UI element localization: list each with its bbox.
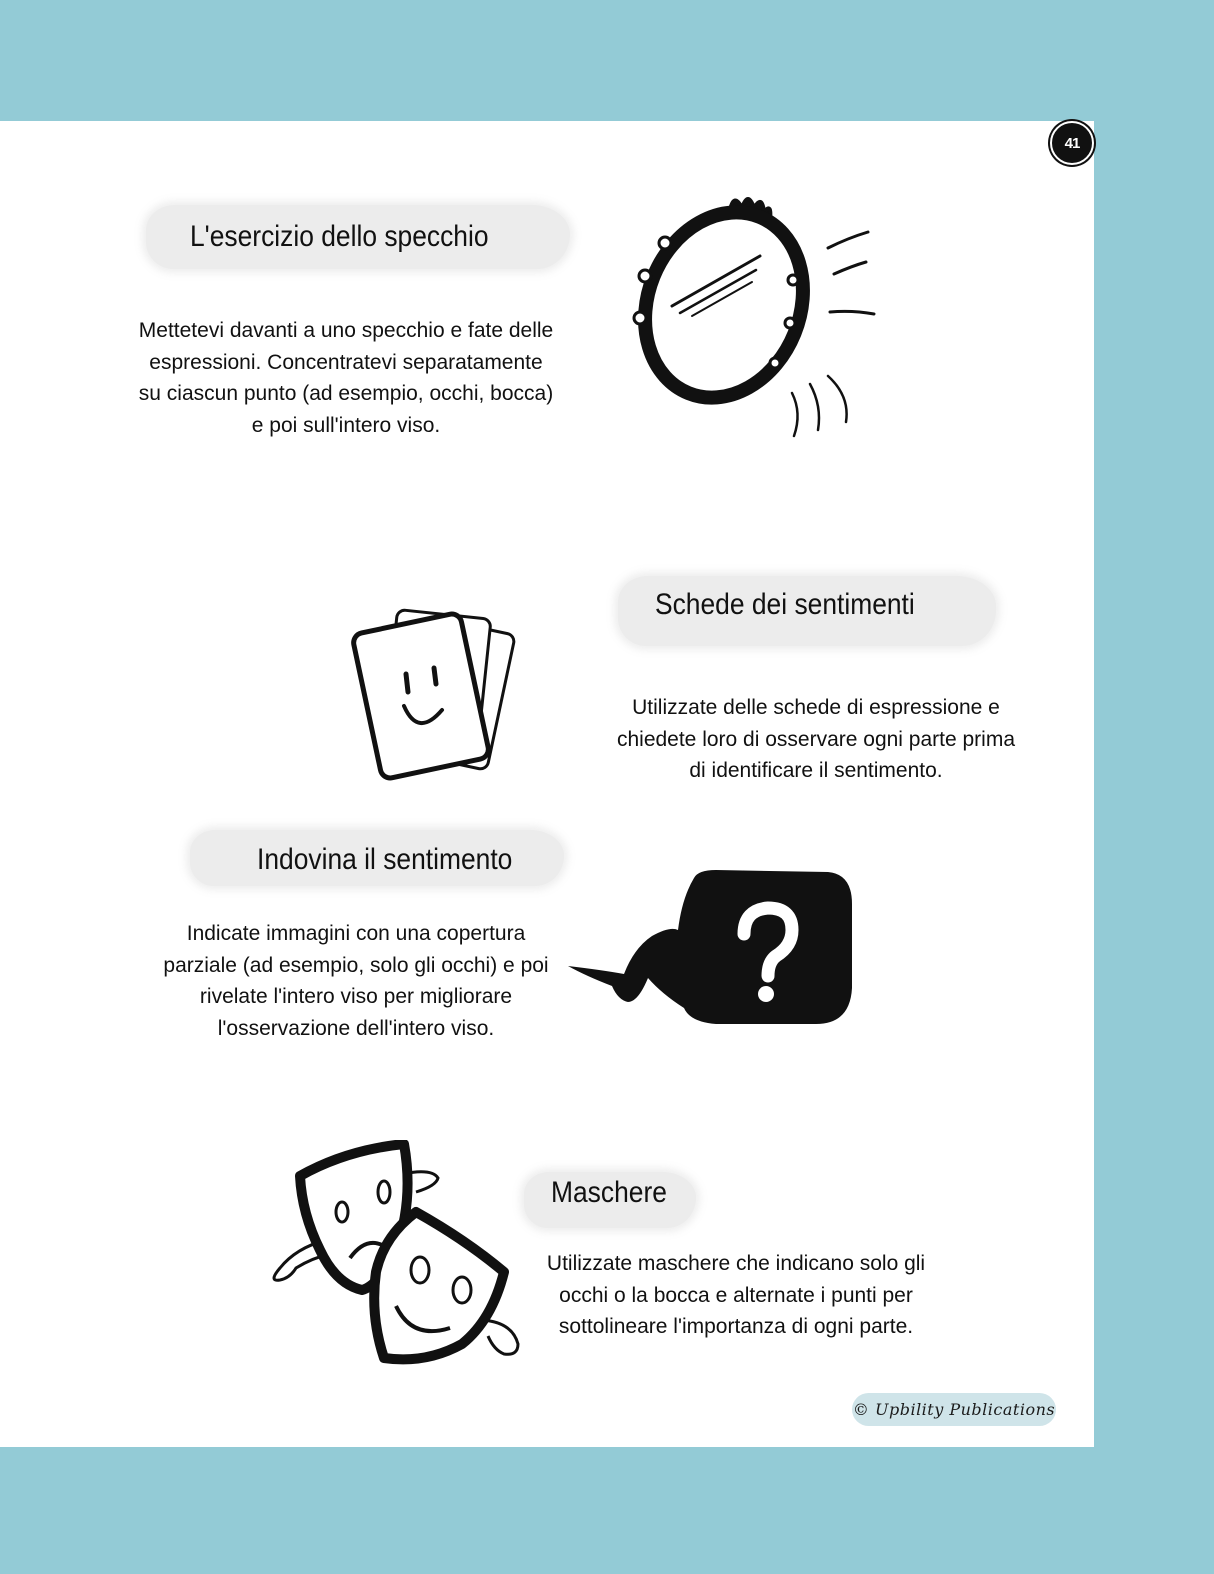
text-line: espressioni. Concentratevi separatamente [149, 350, 543, 374]
text-line: Indicate immagini con una copertura [186, 922, 526, 945]
section-text-mirror [96, 315, 596, 441]
page-number: 41 [1050, 121, 1094, 165]
text-line: sottolineare l'importanza di ogni parte. [558, 1315, 914, 1338]
text-line: Mettetevi davanti a uno specchio e fate delle [138, 319, 554, 342]
section-title-cards: Schede dei sentimenti [655, 588, 915, 621]
section-text-cards [566, 692, 1066, 787]
text-line: Utilizzate maschere che indicano solo gli [546, 1252, 926, 1275]
question-speech-bubble-icon [566, 868, 856, 1030]
section-title-masks: Maschere [551, 1176, 667, 1209]
text-line: e poi sull'intero viso. [251, 413, 441, 437]
text-line: chiedete loro di osservare ogni parte prima [616, 727, 1016, 751]
section-title-mirror: L'esercizio dello specchio [190, 220, 489, 253]
text-line: occhi o la bocca e alternate i punti per [559, 1283, 913, 1307]
section-text-masks [486, 1248, 986, 1343]
mirror-icon [630, 188, 880, 443]
text-line: su ciascun punto (ad esempio, occhi, bocca) [138, 382, 554, 405]
text-line: rivelate l'intero viso per migliorare [199, 985, 513, 1008]
copyright-badge: © Upbility Publications [852, 1393, 1056, 1426]
smiley-cards-icon [350, 602, 520, 782]
text-line: Utilizzate delle schede di espressione e [632, 696, 1000, 719]
text-line: parziale (ad esempio, solo gli occhi) e poi [163, 953, 549, 977]
section-title-guess: Indovina il sentimento [257, 843, 513, 876]
text-line: l'osservazione dell'intero viso. [217, 1016, 495, 1040]
section-text-guess [106, 918, 606, 1044]
text-line: di identificare il sentimento. [689, 759, 943, 782]
